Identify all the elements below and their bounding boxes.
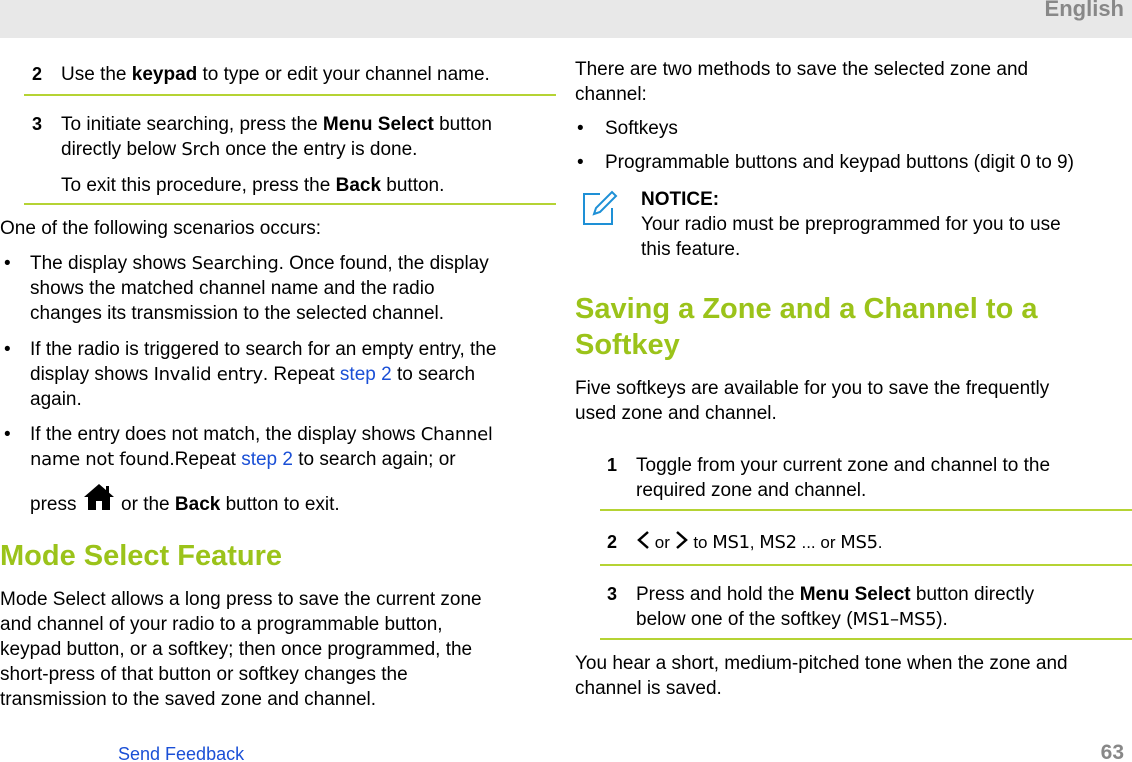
mode-select-paragraph: Mode Select allows a long press to save the current zone and channel of your radio to a programmable button, keypad button, or a softkey; then once programmed, the short-press of that button or softkey changes the transmission to the saved zone and channel. <box>0 589 482 710</box>
outro-paragraph: You hear a short, medium-pitched tone when the zone and channel is saved. <box>575 653 1068 699</box>
step-number: 2 <box>32 64 43 84</box>
step-text: To initiate searching, press the Menu Select button directly below Srch once the entry is done. To exit this procedure, press the Back button. <box>61 114 492 196</box>
page-number: 63 <box>1100 741 1124 762</box>
divider <box>600 638 1132 640</box>
step-2-link[interactable]: step 2 <box>339 364 392 385</box>
notice-box: NOTICE: Your radio must be preprogrammed for you to use this feature. <box>641 189 1061 260</box>
step-2-link[interactable]: step 2 <box>241 449 293 470</box>
bullet-text: If the entry does not match, the display shows Channel name not found.Repeat step 2 to search again; or press or the Back button to exit. <box>30 422 550 519</box>
notice-title: NOTICE: <box>641 189 720 210</box>
send-feedback-link[interactable]: Send Feedback <box>118 744 245 762</box>
divider <box>24 94 556 96</box>
language-label: English <box>1044 0 1124 21</box>
methods-intro: There are two methods to save the selected zone and channel: <box>575 59 1029 105</box>
step-text: Use the keypad to type or edit your channel name. <box>61 64 490 85</box>
pencil-notice-icon <box>578 188 618 228</box>
scenarios-intro: One of the following scenarios occurs: <box>0 218 322 239</box>
divider <box>600 564 1132 566</box>
left-arrow-icon <box>636 530 650 557</box>
step-text: Press and hold the Menu Select button directly below one of the softkey (MS1–MS5). <box>636 584 1035 630</box>
home-icon <box>82 482 116 519</box>
step-number: 3 <box>32 114 43 134</box>
mode-select-heading: Mode Select Feature <box>0 540 283 572</box>
bullet-text: If the radio is triggered to search for an empty entry, the display shows Invalid entry. Repeat step 2 to search again. <box>30 339 497 410</box>
step-text: Toggle from your current zone and channel to the required zone and channel. <box>636 455 1051 501</box>
right-arrow-icon <box>675 530 689 557</box>
divider <box>600 509 1132 511</box>
bullet-text: The display shows Searching. Once found, the display shows the matched channel name and the radio changes its transmission to the selected channel. <box>30 253 489 324</box>
saving-zone-heading: Saving a Zone and a Channel to a Softkey <box>575 293 1038 361</box>
step-text: or to MS1, MS2 ... or MS5. <box>636 530 882 557</box>
softkey-paragraph: Five softkeys are available for you to save the frequently used zone and channel. <box>575 378 1050 424</box>
header-bar <box>0 0 1132 38</box>
divider <box>24 203 556 205</box>
